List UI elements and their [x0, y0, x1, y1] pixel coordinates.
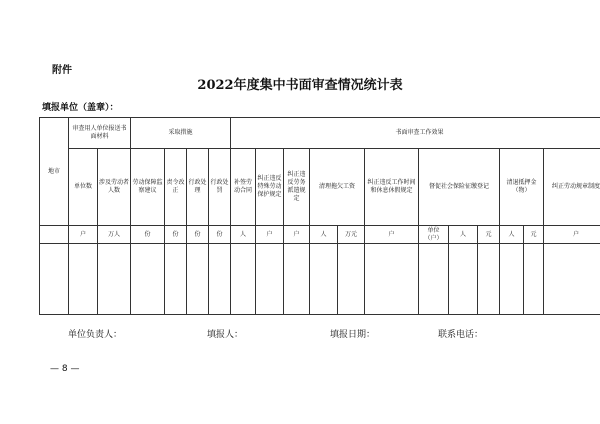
region-header: 地市	[40, 118, 69, 226]
reporting-unit-label: 填报单位（盖章）：	[42, 103, 119, 113]
data-cell	[165, 244, 187, 315]
unit-cell: 份	[187, 226, 209, 244]
leader-signature-label: 单位负责人：	[68, 330, 123, 340]
unit-cell: 份	[131, 226, 165, 244]
unit-cell: 人	[310, 226, 338, 244]
col-header-labor-dispatch: 纠正违反劳务派遣规定	[284, 149, 310, 226]
col-header-admin-handling: 行政处理	[187, 149, 209, 226]
col-header-supervision-advice: 劳动保障监察建议	[131, 149, 165, 226]
data-cell	[449, 244, 478, 315]
data-cell	[365, 244, 419, 315]
unit-cell: 万元	[338, 226, 365, 244]
unit-cell: 份	[165, 226, 187, 244]
col-header-deposit-refund: 清退抵押金（物）	[500, 149, 544, 226]
unit-cell: 户	[544, 226, 600, 244]
data-cell	[40, 244, 69, 315]
data-cell	[256, 244, 284, 315]
contact-phone-label: 联系电话：	[438, 330, 484, 340]
page-number: — 8 —	[50, 364, 80, 374]
data-cell	[231, 244, 256, 315]
unit-cell: 户	[284, 226, 310, 244]
col-header-labor-rules: 纠正劳动规章制度	[544, 149, 600, 226]
fill-date-label: 填报日期：	[330, 330, 376, 340]
unit-cell: 户	[69, 226, 98, 244]
submit-group-header: 审查用人单位报送书面材料	[69, 118, 131, 149]
col-header-wage-arrears: 清理拖欠工资	[310, 149, 365, 226]
results-group-header: 书面审查工作效果	[231, 118, 600, 149]
data-cell	[524, 244, 544, 315]
table-title: 2022年度集中书面审查情况统计表	[197, 78, 403, 93]
unit-cell: 户	[365, 226, 419, 244]
col-header-order-correction: 责令改正	[165, 149, 187, 226]
col-header-unit-count: 单位数	[69, 149, 98, 226]
data-cell	[284, 244, 310, 315]
data-cell	[338, 244, 365, 315]
unit-cell: 元	[478, 226, 500, 244]
unit-cell: 万人	[98, 226, 131, 244]
col-header-work-hours: 纠正违反工作时间和休息休假规定	[365, 149, 419, 226]
data-cell	[131, 244, 165, 315]
col-header-sign-contract: 补签劳动合同	[231, 149, 256, 226]
data-cell	[544, 244, 600, 315]
data-cell	[98, 244, 131, 315]
unit-cell: 人	[500, 226, 524, 244]
data-cell	[209, 244, 231, 315]
unit-cell-blank	[40, 226, 69, 244]
unit-cell: 份	[209, 226, 231, 244]
data-cell	[69, 244, 98, 315]
unit-cell: 人	[231, 226, 256, 244]
data-cell	[478, 244, 500, 315]
unit-cell: 单位（户）	[419, 226, 449, 244]
col-header-social-insurance: 督促社会保险征缴登记	[419, 149, 500, 226]
data-cell	[500, 244, 524, 315]
unit-cell: 户	[256, 226, 284, 244]
unit-cell: 元	[524, 226, 544, 244]
col-header-admin-penalty: 行政处罚	[209, 149, 231, 226]
col-header-special-protection: 纠正违反特殊劳动保护规定	[256, 149, 284, 226]
attachment-label: 附件	[52, 65, 72, 76]
col-header-workers: 涉及劳动者人数	[98, 149, 131, 226]
data-cell	[310, 244, 338, 315]
unit-cell: 人	[449, 226, 478, 244]
data-cell	[187, 244, 209, 315]
measures-group-header: 采取措施	[131, 118, 231, 149]
statistics-table	[39, 117, 600, 315]
data-cell	[419, 244, 449, 315]
filler-label: 填报人：	[207, 330, 244, 340]
